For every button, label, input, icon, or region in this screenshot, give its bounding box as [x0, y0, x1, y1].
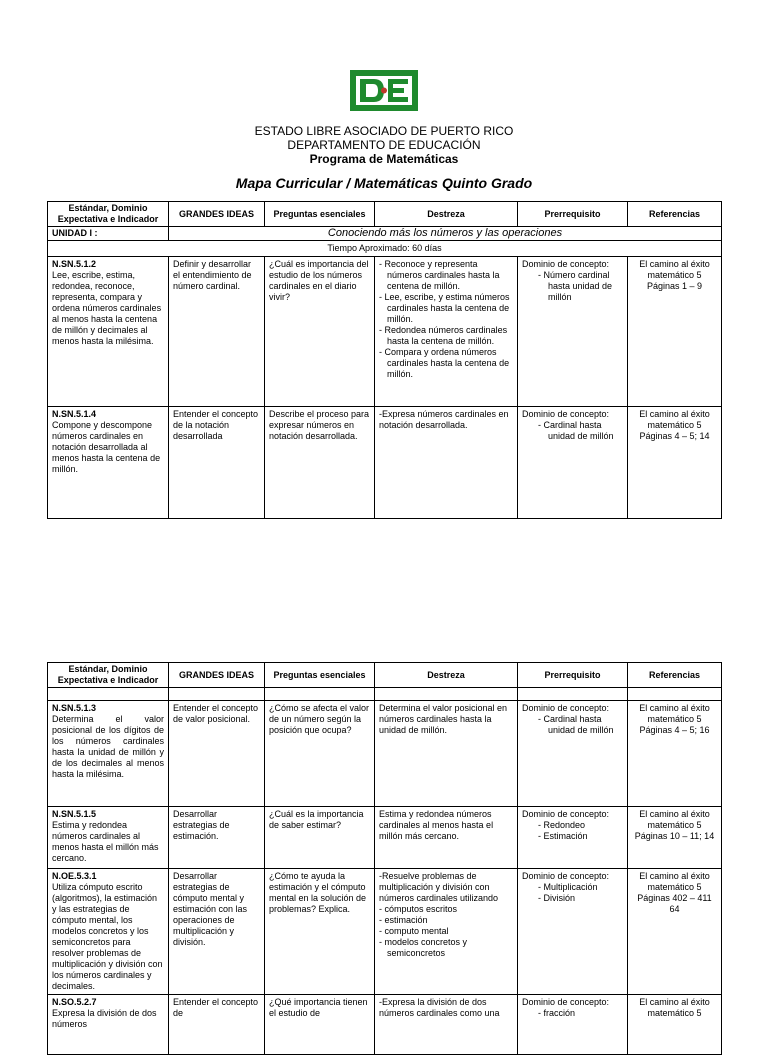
- table-row: [48, 407, 722, 519]
- prerequisite-title: Dominio de concepto:: [522, 259, 610, 269]
- standard-text: Estima y redondea números cardinales al menos hasta el millón más cercano.: [52, 820, 159, 863]
- prerequisite-cell: [518, 257, 628, 407]
- question-cell: ¿Cómo te ayuda la estimación y el cómputo mental en la solución de problemas? Explica.: [265, 869, 375, 995]
- standard-cell: [48, 257, 169, 407]
- curriculum-table-2: [47, 662, 722, 1055]
- prerequisite-item: - fracción: [530, 1008, 623, 1019]
- prerequisite-item: - División: [530, 893, 623, 904]
- prerequisite-item: - Número cardinal hasta unidad de millón: [530, 270, 623, 303]
- prerequisite-title: Dominio de concepto:: [522, 809, 610, 819]
- question-cell: Describe el proceso para expresar números en notación desarrollada.: [265, 407, 375, 519]
- document-title: Mapa Curricular / Matemáticas Quinto Grado: [235, 175, 533, 191]
- standard-code: N.SN.5.1.3: [52, 703, 97, 713]
- standard-text: Compone y descompone números cardinales en notación desarrollada al menos hasta la centena de millón.: [52, 420, 161, 474]
- de-logo: [350, 70, 418, 111]
- skill-cell: -Expresa la división de dos números cardinales como una: [375, 995, 518, 1055]
- skill-cell: [375, 257, 518, 407]
- skill-cell: [375, 869, 518, 995]
- question-cell: ¿Cómo se afecta el valor de un número según la posición que ocupa?: [265, 701, 375, 807]
- skill-intro: -Resuelve problemas de multiplicación y división con números cardinales utilizando: [379, 871, 499, 903]
- spacer-row: [48, 688, 722, 701]
- reference-cell: El camino al éxito matemático 5 Páginas 4 – 5; 14: [628, 407, 722, 519]
- question-cell: ¿Cuál es la importancia de saber estimar?: [265, 807, 375, 869]
- prerequisite-cell: [518, 701, 628, 807]
- col-header-prerequisite: Prerrequisito: [518, 663, 628, 688]
- header-line-3: Programa de Matemáticas: [309, 152, 459, 166]
- unit-title: Conociendo más los números y las operaciones: [169, 227, 722, 241]
- header-line-2: DEPARTAMENTO DE EDUCACIÓN: [287, 138, 481, 152]
- idea-cell: Desarrollar estrategias de estimación.: [169, 807, 265, 869]
- standard-cell: [48, 807, 169, 869]
- standard-code: N.SN.5.1.5: [52, 809, 97, 819]
- standard-text: Determina el valor posicional de los dígitos de los números cardinales hasta la unidad de millón y de los decimales al menos hasta la milésima.: [52, 714, 164, 779]
- idea-cell: Entender el concepto de valor posicional.: [169, 701, 265, 807]
- prerequisite-cell: [518, 407, 628, 519]
- skill-item: - estimación: [379, 915, 513, 926]
- col-header-standard: Estándar, Dominio Expectativa e Indicador: [48, 202, 169, 227]
- reference-cell: El camino al éxito matemático 5 Páginas 1 – 9: [628, 257, 722, 407]
- prerequisite-cell: [518, 869, 628, 995]
- prerequisite-item: - Multiplicación: [530, 882, 623, 893]
- prerequisite-title: Dominio de concepto:: [522, 871, 610, 881]
- skill-cell: Determina el valor posicional en números cardinales hasta la unidad de millón.: [375, 701, 518, 807]
- skill-item: - Compara y ordena números cardinales hasta la centena de millón.: [379, 347, 513, 380]
- idea-cell: Desarrollar estrategias de cómputo mental y estimación con las operaciones de multiplicación y división.: [169, 869, 265, 995]
- standard-text: Utiliza cómputo escrito (algoritmos), la estimación y las estrategias de cómputo mental, los modelos concretos y los semiconcretos para resolver problemas de multiplicación y división con los números cardinales y decimales.: [52, 882, 163, 991]
- table-row: [48, 995, 722, 1055]
- skill-item: - computo mental: [379, 926, 513, 937]
- col-header-questions: Preguntas esenciales: [265, 663, 375, 688]
- skill-cell: -Expresa números cardinales en notación desarrollada.: [375, 407, 518, 519]
- standard-cell: [48, 701, 169, 807]
- standard-cell: [48, 407, 169, 519]
- skill-item: - cómputos escritos: [379, 904, 513, 915]
- prerequisite-item: - Cardinal hasta unidad de millón: [530, 420, 623, 442]
- standard-code: N.OE.5.3.1: [52, 871, 97, 881]
- reference-cell: El camino al éxito matemático 5 Páginas 10 – 11; 14: [628, 807, 722, 869]
- col-header-ideas: GRANDES IDEAS: [169, 663, 265, 688]
- curriculum-table-1: [47, 201, 722, 519]
- standard-text: Lee, escribe, estima, redondea, reconoce, representa, compara y ordena números cardinales al menos hasta la centena de millón y decimales al menos hasta la milésima.: [52, 270, 162, 346]
- skill-cell: Estima y redondea números cardinales al menos hasta el millón más cercano.: [375, 807, 518, 869]
- table-header-row: [48, 202, 722, 227]
- prerequisite-cell: [518, 995, 628, 1055]
- skill-item: - Lee, escribe, y estima números cardinales hasta la centena de millón.: [379, 292, 513, 325]
- prerequisite-title: Dominio de concepto:: [522, 409, 610, 419]
- prerequisite-title: Dominio de concepto:: [522, 703, 610, 713]
- standard-code: N.SN.5.1.4: [52, 409, 97, 419]
- unit-label: UNIDAD I :: [48, 227, 169, 241]
- question-cell: ¿Qué importancia tienen el estudio de: [265, 995, 375, 1055]
- reference-cell: El camino al éxito matemático 5 Páginas 4 – 5; 16: [628, 701, 722, 807]
- table-row: [48, 869, 722, 995]
- col-header-standard: Estándar, Dominio Expectativa e Indicador: [48, 663, 169, 688]
- skill-item: - Reconoce y representa números cardinales hasta la centena de millón.: [379, 259, 513, 292]
- idea-cell: Entender el concepto de la notación desarrollada: [169, 407, 265, 519]
- prerequisite-title: Dominio de concepto:: [522, 997, 610, 1007]
- idea-cell: Entender el concepto de: [169, 995, 265, 1055]
- standard-text: Expresa la división de dos números: [52, 1008, 157, 1029]
- standard-code: N.SN.5.1.2: [52, 259, 97, 269]
- prerequisite-cell: [518, 807, 628, 869]
- standard-cell: [48, 995, 169, 1055]
- col-header-references: Referencias: [628, 202, 722, 227]
- col-header-prerequisite: Prerrequisito: [518, 202, 628, 227]
- question-cell: ¿Cuál es importancia del estudio de los números cardinales en el diario vivir?: [265, 257, 375, 407]
- unit-time: Tiempo Aproximado: 60 días: [48, 241, 722, 257]
- skill-item: - modelos concretos y semiconcretos: [379, 937, 513, 959]
- time-row: [48, 241, 722, 257]
- skill-item: - Redondea números cardinales hasta la centena de millón.: [379, 325, 513, 347]
- reference-cell: El camino al éxito matemático 5: [628, 995, 722, 1055]
- col-header-skill: Destreza: [375, 202, 518, 227]
- standard-code: N.SO.5.2.7: [52, 997, 97, 1007]
- col-header-questions: Preguntas esenciales: [265, 202, 375, 227]
- table-row: [48, 257, 722, 407]
- prerequisite-item: - Estimación: [530, 831, 623, 842]
- col-header-ideas: GRANDES IDEAS: [169, 202, 265, 227]
- header-line-1: ESTADO LIBRE ASOCIADO DE PUERTO RICO: [254, 124, 514, 138]
- prerequisite-item: - Redondeo: [530, 820, 623, 831]
- col-header-skill: Destreza: [375, 663, 518, 688]
- table-row: [48, 807, 722, 869]
- table-header-row: [48, 663, 722, 688]
- table-row: [48, 701, 722, 807]
- prerequisite-item: - Cardinal hasta unidad de millón: [530, 714, 623, 736]
- reference-cell: El camino al éxito matemático 5 Páginas 402 – 411 64: [628, 869, 722, 995]
- unit-row: [48, 227, 722, 241]
- idea-cell: Definir y desarrollar el entendimiento de número cardinal.: [169, 257, 265, 407]
- standard-cell: [48, 869, 169, 995]
- col-header-references: Referencias: [628, 663, 722, 688]
